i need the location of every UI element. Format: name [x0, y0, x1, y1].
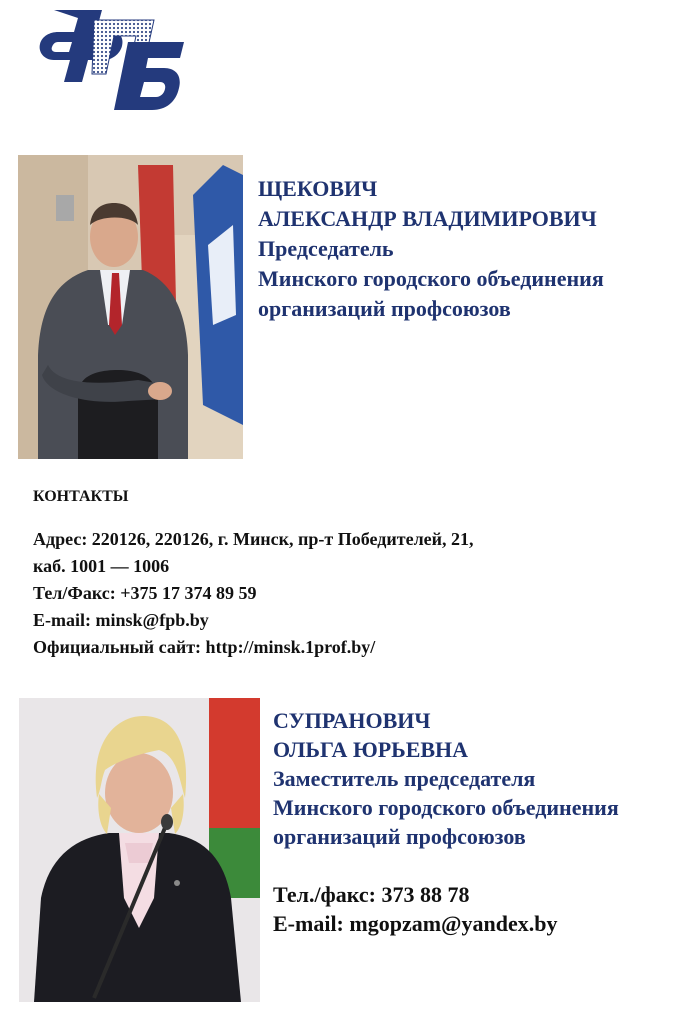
person2-info [273, 706, 619, 938]
person2-surname: СУПРАНОВИЧ [273, 708, 431, 733]
person2-phone: Тел./факс: 373 88 78 [273, 882, 470, 907]
person2-position: Заместитель председателя [273, 766, 536, 791]
person1-name: АЛЕКСАНДР ВЛАДИМИРОВИЧ [258, 206, 597, 231]
contacts-heading: КОНТАКТЫ [33, 488, 129, 505]
person1-org-line1: Минского городского объединения [258, 266, 604, 291]
contacts-address-line2: каб. 1001 — 1006 [33, 556, 170, 576]
person2-email[interactable]: E-mail: mgopzam@yandex.by [273, 911, 558, 936]
fpb-logo-graphic [24, 2, 186, 114]
person2-name: ОЛЬГА ЮРЬЕВНА [273, 737, 469, 762]
person2-photo [19, 698, 260, 1002]
contacts-address-line1: Адрес: 220126, 220126, г. Минск, пр-т Победителей, 21, [33, 529, 474, 549]
contacts-email[interactable]: E-mail: minsk@fpb.by [33, 610, 209, 630]
person1-surname: ЩЕКОВИЧ [258, 176, 378, 201]
person1-org-line2: организаций профсоюзов [258, 296, 511, 321]
contacts-site[interactable]: Официальный сайт: http://minsk.1prof.by/ [33, 637, 376, 657]
contacts-phone: Тел/Факс: +375 17 374 89 59 [33, 583, 257, 603]
person2-photo-image [19, 698, 260, 1002]
person2-spacer [273, 851, 619, 880]
person1-photo [18, 155, 243, 459]
contacts-block [33, 526, 474, 661]
person1-info [258, 174, 604, 324]
person1-position: Председатель [258, 236, 394, 261]
person2-org-line1: Минского городского объединения [273, 795, 619, 820]
person2-org-line2: организаций профсоюзов [273, 824, 526, 849]
fpb-logo [24, 2, 186, 114]
person1-photo-image [18, 155, 243, 459]
